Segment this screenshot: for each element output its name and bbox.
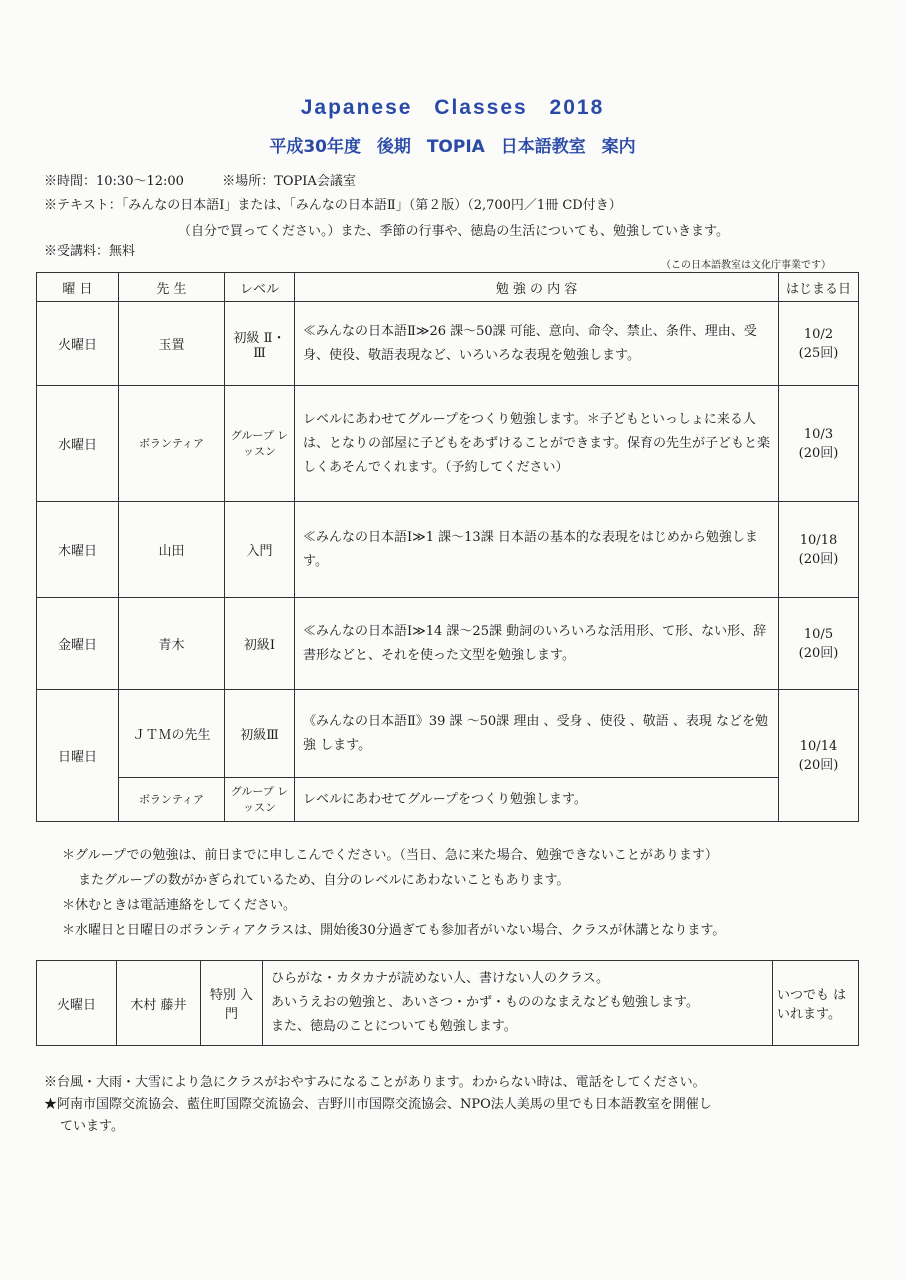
session-count: (20回) [798,645,839,661]
day: 水曜日 [37,386,119,502]
content-line: あいうえおの勉強と、あいさつ・かず・もののなまえなども勉強します。 [271,995,699,1010]
level: グループ レッスン [225,778,295,822]
table-row [37,386,859,502]
level: 特別 入門 [201,961,263,1046]
start-cell [779,598,859,690]
content: ≪みんなの日本語Ⅰ≫14 課～25課 動詞のいろいろな活用形、て形、ない形、辞書形などと、それを使った文型を勉強します。 [295,598,779,690]
note-line: ＊グループでの勉強は、前日までに申しこんでください。（当日、急に来た場合、勉強できないことがあります） [62,848,718,863]
level: 初級 Ⅱ・Ⅲ [225,302,295,386]
start-cell [779,302,859,386]
day: 木曜日 [37,502,119,598]
table-row [37,502,859,598]
level: 入門 [225,502,295,598]
header-teacher: 先 生 [119,273,225,302]
footer-line: ※台風・大雨・大雪により急にクラスがおやすみになることがあります。わからない時は、電話をしてください。 [44,1075,706,1090]
teacher: ボランティア [119,778,225,822]
teacher: 青木 [119,598,225,690]
session-count: (20回) [798,757,839,773]
start-date: 10/14 [799,738,838,754]
header-day: 曜 日 [37,273,119,302]
session-count: (25回) [798,345,839,361]
start: いつでも はいれます。 [773,961,859,1046]
special-class-table [36,960,859,1046]
level: グループ レッスン [225,386,295,502]
info-fee: ※受講料：無料 [44,244,136,259]
content: 《みんなの日本語Ⅱ》39 課 ～50課 理由 、受身 、使役 、敬語 、表現 などを勉強 します。 [295,690,779,778]
table-header-row [37,273,859,302]
header-content: 勉 強 の 内 容 [295,273,779,302]
session-count: (20回) [798,445,839,461]
table-row [37,598,859,690]
footer-line: ★阿南市国際交流協会、藍住町国際交流協会、吉野川市国際交流協会、NPO法人美馬の里でも日本語教室を開催し [44,1097,712,1112]
teacher: 玉置 [119,302,225,386]
start-date: 10/18 [799,532,838,548]
start-cell [779,690,859,822]
start-cell [779,502,859,598]
start-date: 10/3 [803,426,834,442]
day: 火曜日 [37,961,117,1046]
title-japanese: 平成30年度 後期 TOPIA 日本語教室 案内 [269,137,636,157]
content: レベルにあわせてグループをつくり勉強します。＊子どもといっしょに来る人は、となりの部屋に子どもをあずけることができます。保育の先生が子どもと楽しくあそんでくれます。（予約してください） [295,386,779,502]
teacher: 木村 藤井 [117,961,201,1046]
day: 火曜日 [37,302,119,386]
session-count: (20回) [798,551,839,567]
header-level: レベル [225,273,295,302]
footer [44,1072,874,1138]
note-line: ＊休むときは電話連絡をしてください。 [62,898,297,913]
title-english: Japanese Classes 2018 [300,96,605,119]
table-row [37,302,859,386]
content: ≪みんなの日本語Ⅰ≫1 課～13課 日本語の基本的な表現をはじめから勉強します。 [295,502,779,598]
content: ≪みんなの日本語Ⅱ≫26 課～50課 可能、意向、命令、禁止、条件、理由、受身、使役、敬語表現など、いろいろな表現を勉強します。 [295,302,779,386]
day: 金曜日 [37,598,119,690]
level: 初級Ⅲ [225,690,295,778]
content: レベルにあわせてグループをつくり勉強します。 [295,778,779,822]
teacher: ＪＴＭの先生 [119,690,225,778]
info-place: ※場所：TOPIA会議室 [222,174,356,189]
table-row [37,690,859,778]
day: 日曜日 [37,690,119,822]
info-text: ※テキスト：「みんなの日本語Ⅰ」または、「みんなの日本語Ⅱ」（第２版）（2,700円／1冊 CD付き） [44,198,622,213]
info-time: ※時間：10:30～12:00 [44,174,184,189]
note-line: ＊水曜日と日曜日のボランティアクラスは、開始後30分過ぎても参加者がいない場合、クラスが休講となります。 [62,923,726,938]
table-row [37,961,859,1046]
content-line: また、徳島のことについても勉強します。 [271,1019,517,1034]
content [263,961,773,1046]
notes [62,843,862,943]
teacher: ボランティア [119,386,225,502]
schedule-table [36,272,859,822]
info-text2: （自分で買ってください。）また、季節の行事や、徳島の生活についても、勉強していきます。 [178,224,729,239]
table-row [37,778,859,822]
content-line: ひらがな・カタカナが読めない人、書けない人のクラス。 [271,971,610,986]
start-cell [779,386,859,502]
note-line: またグループの数がかぎられているため、自分のレベルにあわないこともあります。 [78,873,570,888]
teacher: 山田 [119,502,225,598]
info-time-place [44,170,356,189]
start-date: 10/2 [803,326,834,342]
footer-line: ています。 [60,1119,124,1134]
level: 初級Ⅰ [225,598,295,690]
agency-note: （この日本語教室は文化庁事業です） [661,260,831,271]
header-start: はじまる日 [779,273,859,302]
start-date: 10/5 [803,626,834,642]
